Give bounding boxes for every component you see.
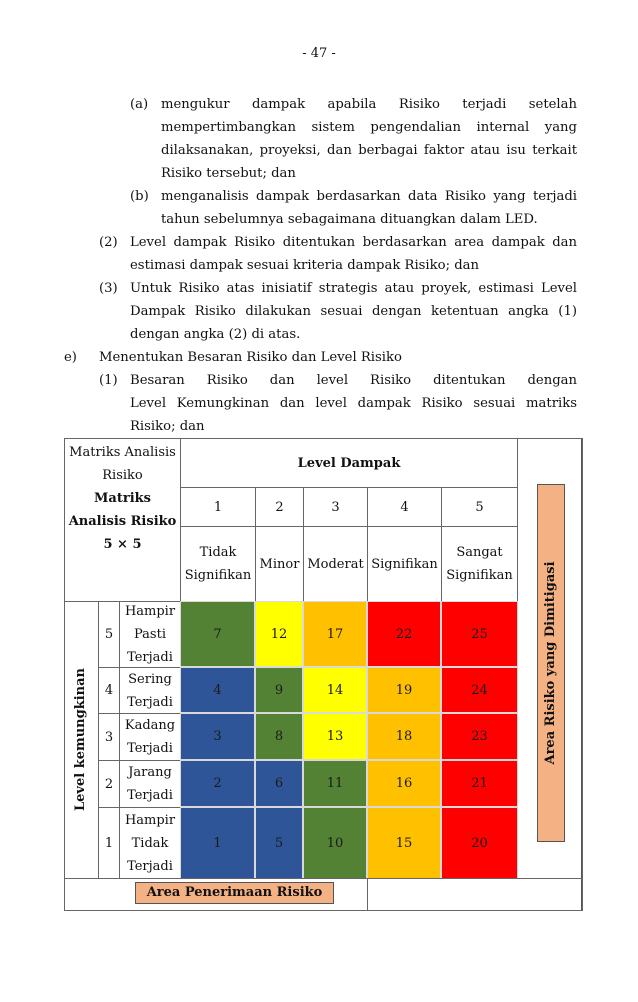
- likelihood-label-2-b: Terjadi: [127, 788, 173, 803]
- likelihood-num-5: 5: [98, 601, 120, 668]
- item-marker-b: (b): [130, 189, 149, 204]
- item-1-line-2: Level Kemungkinan dan level dampak Risiko sesuai matriks: [130, 396, 577, 411]
- item-marker-3: (3): [99, 281, 118, 296]
- likelihood-label-3-a: Kadang: [124, 718, 176, 733]
- likelihood-label-5-c: Terjadi: [127, 650, 173, 665]
- corner-bold-1: Matriks: [94, 491, 151, 506]
- matrix-cell: 19: [367, 667, 441, 713]
- impact-num-5: 5: [441, 487, 518, 527]
- item-marker-2: (2): [99, 235, 118, 250]
- likelihood-label-5-b: Pasti: [134, 627, 166, 642]
- matrix-cell: 13: [303, 713, 367, 760]
- item-marker-e: e): [64, 350, 77, 365]
- impact-num-4: 4: [367, 487, 442, 527]
- item-a-line-2: mempertimbangkan sistem pengendalian internal yang: [161, 120, 577, 135]
- matrix-cell: 9: [255, 667, 303, 713]
- likelihood-num-1: 1: [98, 807, 120, 879]
- likelihood-num-2: 2: [98, 760, 120, 808]
- item-2-line-1: Level dampak Risiko ditentukan berdasarkan area dampak dan: [130, 235, 577, 250]
- impact-label-2: Minor: [255, 526, 304, 602]
- corner-cell: [64, 438, 181, 602]
- matrix-cell: 8: [255, 713, 303, 760]
- likelihood-label-3: [119, 713, 181, 761]
- corner-bold-3: 5 × 5: [103, 537, 142, 552]
- impact-label-1-b: Signifikan: [184, 568, 252, 583]
- item-b-line-1: menganalisis dampak berdasarkan data Risiko yang terjadi: [161, 189, 577, 204]
- impact-header: Level Dampak: [180, 438, 518, 488]
- item-a-line-1: mengukur dampak apabila Risiko terjadi setelah: [161, 97, 577, 112]
- item-3-line-3: dengan angka (2) di atas.: [130, 327, 301, 342]
- impact-num-1: 1: [180, 487, 256, 527]
- likelihood-label-4-b: Terjadi: [127, 694, 173, 710]
- matrix-cell: 3: [180, 713, 255, 760]
- matrix-cell: 15: [367, 807, 441, 879]
- matrix-cell: 16: [367, 760, 441, 807]
- likelihood-label-5-a: Hampir: [124, 604, 176, 619]
- mitigation-area-label: Area Risiko yang Dimitigasi: [543, 561, 558, 765]
- matrix-cell: 23: [441, 713, 518, 760]
- matrix-cell: 22: [367, 601, 441, 667]
- matrix-cell: 10: [303, 807, 367, 879]
- matrix-cell: 11: [303, 760, 367, 807]
- likelihood-label-1-b: Tidak: [131, 835, 169, 851]
- item-b-line-2: tahun sebelumnya sebagaimana dituangkan dalam LED.: [161, 212, 538, 227]
- likelihood-header: Level kemungkinan: [73, 668, 88, 811]
- item-3-line-2: Dampak Risiko dilakukan sesuai dengan ketentuan angka (1): [130, 304, 577, 319]
- matrix-cell: 18: [367, 713, 441, 760]
- corner-title-1: Matriks Analisis: [69, 445, 176, 460]
- likelihood-num-4: 4: [98, 667, 120, 714]
- likelihood-label-1-c: Terjadi: [127, 858, 173, 874]
- impact-label-4: Signifikan: [367, 526, 442, 602]
- impact-label-1-a: Tidak: [199, 545, 237, 560]
- likelihood-label-2-a: Jarang: [128, 765, 172, 780]
- likelihood-label-1-a: Hampir: [124, 812, 176, 828]
- corner-bold-2: Analisis Risiko: [68, 514, 177, 529]
- likelihood-label-1: [119, 807, 181, 879]
- matrix-cell: 7: [180, 601, 255, 667]
- matrix-cell: 17: [303, 601, 367, 667]
- item-a-line-4: Risiko tersebut; dan: [161, 166, 296, 181]
- matrix-cell: 12: [255, 601, 303, 667]
- matrix-cell: 21: [441, 760, 518, 807]
- acceptance-row-right: [367, 878, 583, 911]
- matrix-cell: 5: [255, 807, 303, 879]
- matrix-cell: 2: [180, 760, 255, 807]
- item-2-line-2: estimasi dampak sesuai kriteria dampak Risiko; dan: [130, 258, 480, 273]
- matrix-cell: 24: [441, 667, 518, 713]
- matrix-cell: 14: [303, 667, 367, 713]
- matrix-cell: 20: [441, 807, 518, 879]
- likelihood-label-4: [119, 667, 181, 714]
- item-marker-1: (1): [99, 373, 118, 388]
- matrix-cell: 4: [180, 667, 255, 713]
- corner-title-2: Risiko: [102, 468, 143, 483]
- item-marker-a: (a): [130, 97, 149, 112]
- likelihood-label-4-a: Sering: [128, 671, 172, 687]
- impact-label-1: [180, 526, 256, 602]
- item-1-line-1: Besaran Risiko dan level Risiko ditentukan dengan: [130, 373, 577, 388]
- impact-num-3: 3: [303, 487, 368, 527]
- matrix-cell: 25: [441, 601, 518, 667]
- item-1-line-3: Risiko; dan: [130, 419, 205, 434]
- impact-label-5-a: Sangat: [456, 545, 503, 560]
- impact-label-3: Moderat: [303, 526, 368, 602]
- item-a-line-3: dilaksanakan, proyeksi, dan berbagai faktor atau isu terkait: [161, 143, 577, 158]
- likelihood-label-5: [119, 601, 181, 668]
- impact-num-2: 2: [255, 487, 304, 527]
- matrix-cell: 6: [255, 760, 303, 807]
- item-3-line-1: Untuk Risiko atas inisiatif strategis atau proyek, estimasi Level: [130, 281, 577, 296]
- item-e-line-1: Menentukan Besaran Risiko dan Level Risiko: [99, 350, 402, 365]
- matrix-cell: 1: [180, 807, 255, 879]
- acceptance-area-label: Area Penerimaan Risiko: [135, 882, 334, 904]
- likelihood-num-3: 3: [98, 713, 120, 761]
- impact-label-5: [441, 526, 518, 602]
- impact-label-5-b: Signifikan: [446, 568, 513, 583]
- likelihood-label-2: [119, 760, 181, 808]
- page-number: - 47 -: [302, 46, 336, 61]
- likelihood-label-3-b: Terjadi: [127, 741, 173, 756]
